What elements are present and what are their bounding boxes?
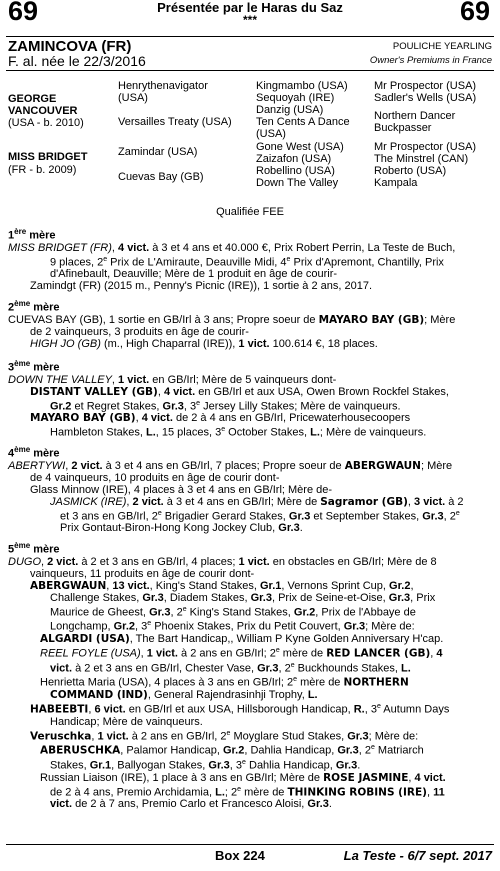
horse-name: ZAMINCOVA (FR): [8, 38, 132, 55]
pedigree-g3: Down The Valley: [256, 177, 339, 189]
stars: ***: [242, 13, 257, 27]
sale-name: La Teste - 6/7 sept. 2017: [343, 848, 492, 863]
dam-info: (FR - b. 2009): [8, 164, 77, 176]
pedigree-g3: Sequoyah (IRE): [256, 92, 335, 104]
pedigree-g2: Zamindar (USA): [118, 146, 198, 158]
pedigree-g3: Gone West (USA): [256, 141, 344, 153]
premium-note: Owner's Premiums in France: [369, 55, 492, 66]
sire-name: GEORGE VANCOUVER: [8, 93, 78, 117]
consignor-title: Présentée par le Haras du Saz: [157, 0, 343, 15]
pedigree-g4: Mr Prospector (USA): [374, 141, 477, 153]
top-rule: [6, 36, 494, 37]
pedigree-g4: The Minstrel (CAN): [374, 153, 469, 165]
pedigree-g4: Kampala: [374, 177, 418, 189]
dam-section-4: 4ème mère ABERTYWI, 2 vict. à 3 et 4 ans en GB/Irl, 7 places; Propre soeur de ABERGWAUN; Mère de 4 vainqueurs, 10 produits en âge de courir dont- Glass Minnow (IRE), 4 places à 3 et 4 ans en GB/Irl; Mère de- JASMICK (IRE), 2 vict. à 3 et 4 ans en GB/Irl; Mère de Sagramor (GB), 3 vict. à 2 et 3 ans en GB/Irl, 2e Brigadier Gerard Stakes, Gr.3 et September Stakes, Gr.3, 2e Prix Gontaut-Biron-Hong Kong Jockey Club, Gr.3.: [8, 445, 464, 535]
qualified-note: Qualifiée FEE: [216, 206, 284, 218]
dam-section-2: 2ème mère CUEVAS BAY (GB), 1 sortie en GB/Irl à 3 ans; Propre soeur de MAYARO BAY (GB); Mère de 2 vainqueurs, 3 produits en âge de courir- HIGH JO (GB) (m., High Chaparral (IRE)), 1 vict. 100.614 €, 18 places.: [8, 299, 456, 350]
pedigree-g4: Buckpasser: [374, 122, 432, 134]
pedigree-g4: Northern Dancer: [374, 110, 456, 122]
pedigree-g3: Robellino (USA): [256, 165, 335, 177]
lot-number-right: 69: [459, 0, 490, 26]
pedigree-rule: [6, 70, 494, 71]
dam-section-1: 1ère mère MISS BRIDGET (FR), 4 vict. à 3 et 4 ans et 40.000 €, Prix Robert Perrin, La Teste de Buch, 9 places, 2e Prix de L'Amiraute, Deauville Midi, 4e Prix d'Apremont, Chantilly, Prix d'Afinebault, Deauville; Mère de 1 produit en âge de courir- Zamindgt (FR) (2015 m., Penny's Picnic (IRE)), 1 sortie à 2 ans, 2017.: [8, 227, 456, 293]
horse-birth: F. al. née le 22/3/2016: [8, 53, 146, 69]
lot-number-left: 69: [8, 0, 39, 26]
dam-name: MISS BRIDGET: [8, 151, 88, 163]
box-number: Box 224: [215, 848, 265, 863]
pedigree-g2: Henrythenavigator (USA): [118, 80, 208, 104]
horse-category: POULICHE YEARLING: [392, 41, 492, 52]
pedigree-g4: Sadler's Wells (USA): [374, 92, 477, 104]
pedigree-g3: Ten Cents A Dance (USA): [256, 116, 350, 140]
pedigree-g3: Danzig (USA): [256, 104, 324, 116]
dam-section-5: 5ème mère DUGO, 2 vict. à 2 et 3 ans en GB/Irl, 4 places; 1 vict. en obstacles en GB/Irl; Mère de 8 vainqueurs, 11 produits en âge de courir dont- ABERGWAUN, 13 vict., King's Stand Stakes, Gr.1, Vernons Sprint Cup, Gr.2, Challenge Stakes, Gr.3, Diadem Stakes, Gr.3, Prix de Seine-et-Oise, Gr.3, Prix Maurice de Gheest, Gr.3, 2e King's Stand Stakes, Gr.2, Prix de l'Abbaye de Longchamp, Gr.2, 3e Phoenix Stakes, Prix du Petit Couvert, Gr.3; Mère de: ALGARDI (USA), The Bart Handicap,, William P Kyne Golden Anniversary H'cap. REEL FOYLE (USA), 1 vict. à 2 ans en GB/Irl; 2e mère de RED LANCER (GB), 4 vict. à 2 et 3 ans en GB/Irl, Chester Vase, Gr.3, 2e Buckhounds Stakes, L. Henrietta Maria (USA), 4 places à 3 ans en GB/Irl; 2e mère de NORTHERN COMMAND (IND), General Rajendrasinhji Trophy, L. HABEEBTI, 6 vict. en GB/Irl et aux USA, Hillsborough Handicap, R., 3e Autumn Days Handicap; Mère de vainqueurs. Veruschka, 1 vict. à 2 ans en GB/Irl, 2e Moyglare Stud Stakes, Gr.3; Mère de: ABERUSCHKA, Palamor Handicap, Gr.2, Dahlia Handicap, Gr.3, 2e Matriarch Stakes, Gr.1, Ballyogan Stakes, Gr.3, 3e Dahlia Handicap, Gr.3. Russian Liaison (IRE), 1 place à 3 ans en GB/Irl; Mère de ROSE JASMINE, 4 vict. de 2 à 4 ans, Premio Archidamia, L.; 2e mère de THINKING ROBINS (IRE), 11 vict. de 2 à 7 ans, Premio Carlo et Francesco Aloisi, Gr.3.: [8, 541, 450, 811]
pedigree-g4: Roberto (USA): [374, 165, 447, 177]
pedigree-g2: Versailles Treaty (USA): [118, 116, 232, 128]
pedigree-g2: Cuevas Bay (GB): [118, 171, 204, 183]
sire-info: (USA - b. 2010): [8, 117, 84, 129]
pedigree-g3: Kingmambo (USA): [256, 80, 348, 92]
footer-rule: [6, 844, 494, 845]
dam-section-3: 3ème mère DOWN THE VALLEY, 1 vict. en GB/Irl; Mère de 5 vainqueurs dont- DISTANT VALLEY (GB), 4 vict. en GB/Irl et aux USA, Owen Brown Rockfel Stakes, Gr.2 et Regret Stakes, Gr.3, 3e Jersey Lilly Stakes; Mère de vainqueurs. MAYARO BAY (GB), 4 vict. de 2 à 4 ans en GB/Irl, Pricewaterhousecoopers Hambleton Stakes, L., 15 places, 3e October Stakes, L.; Mère de vainqueurs.: [8, 359, 449, 439]
pedigree-g3: Zaizafon (USA): [256, 153, 332, 165]
pedigree-g4: Mr Prospector (USA): [374, 80, 477, 92]
